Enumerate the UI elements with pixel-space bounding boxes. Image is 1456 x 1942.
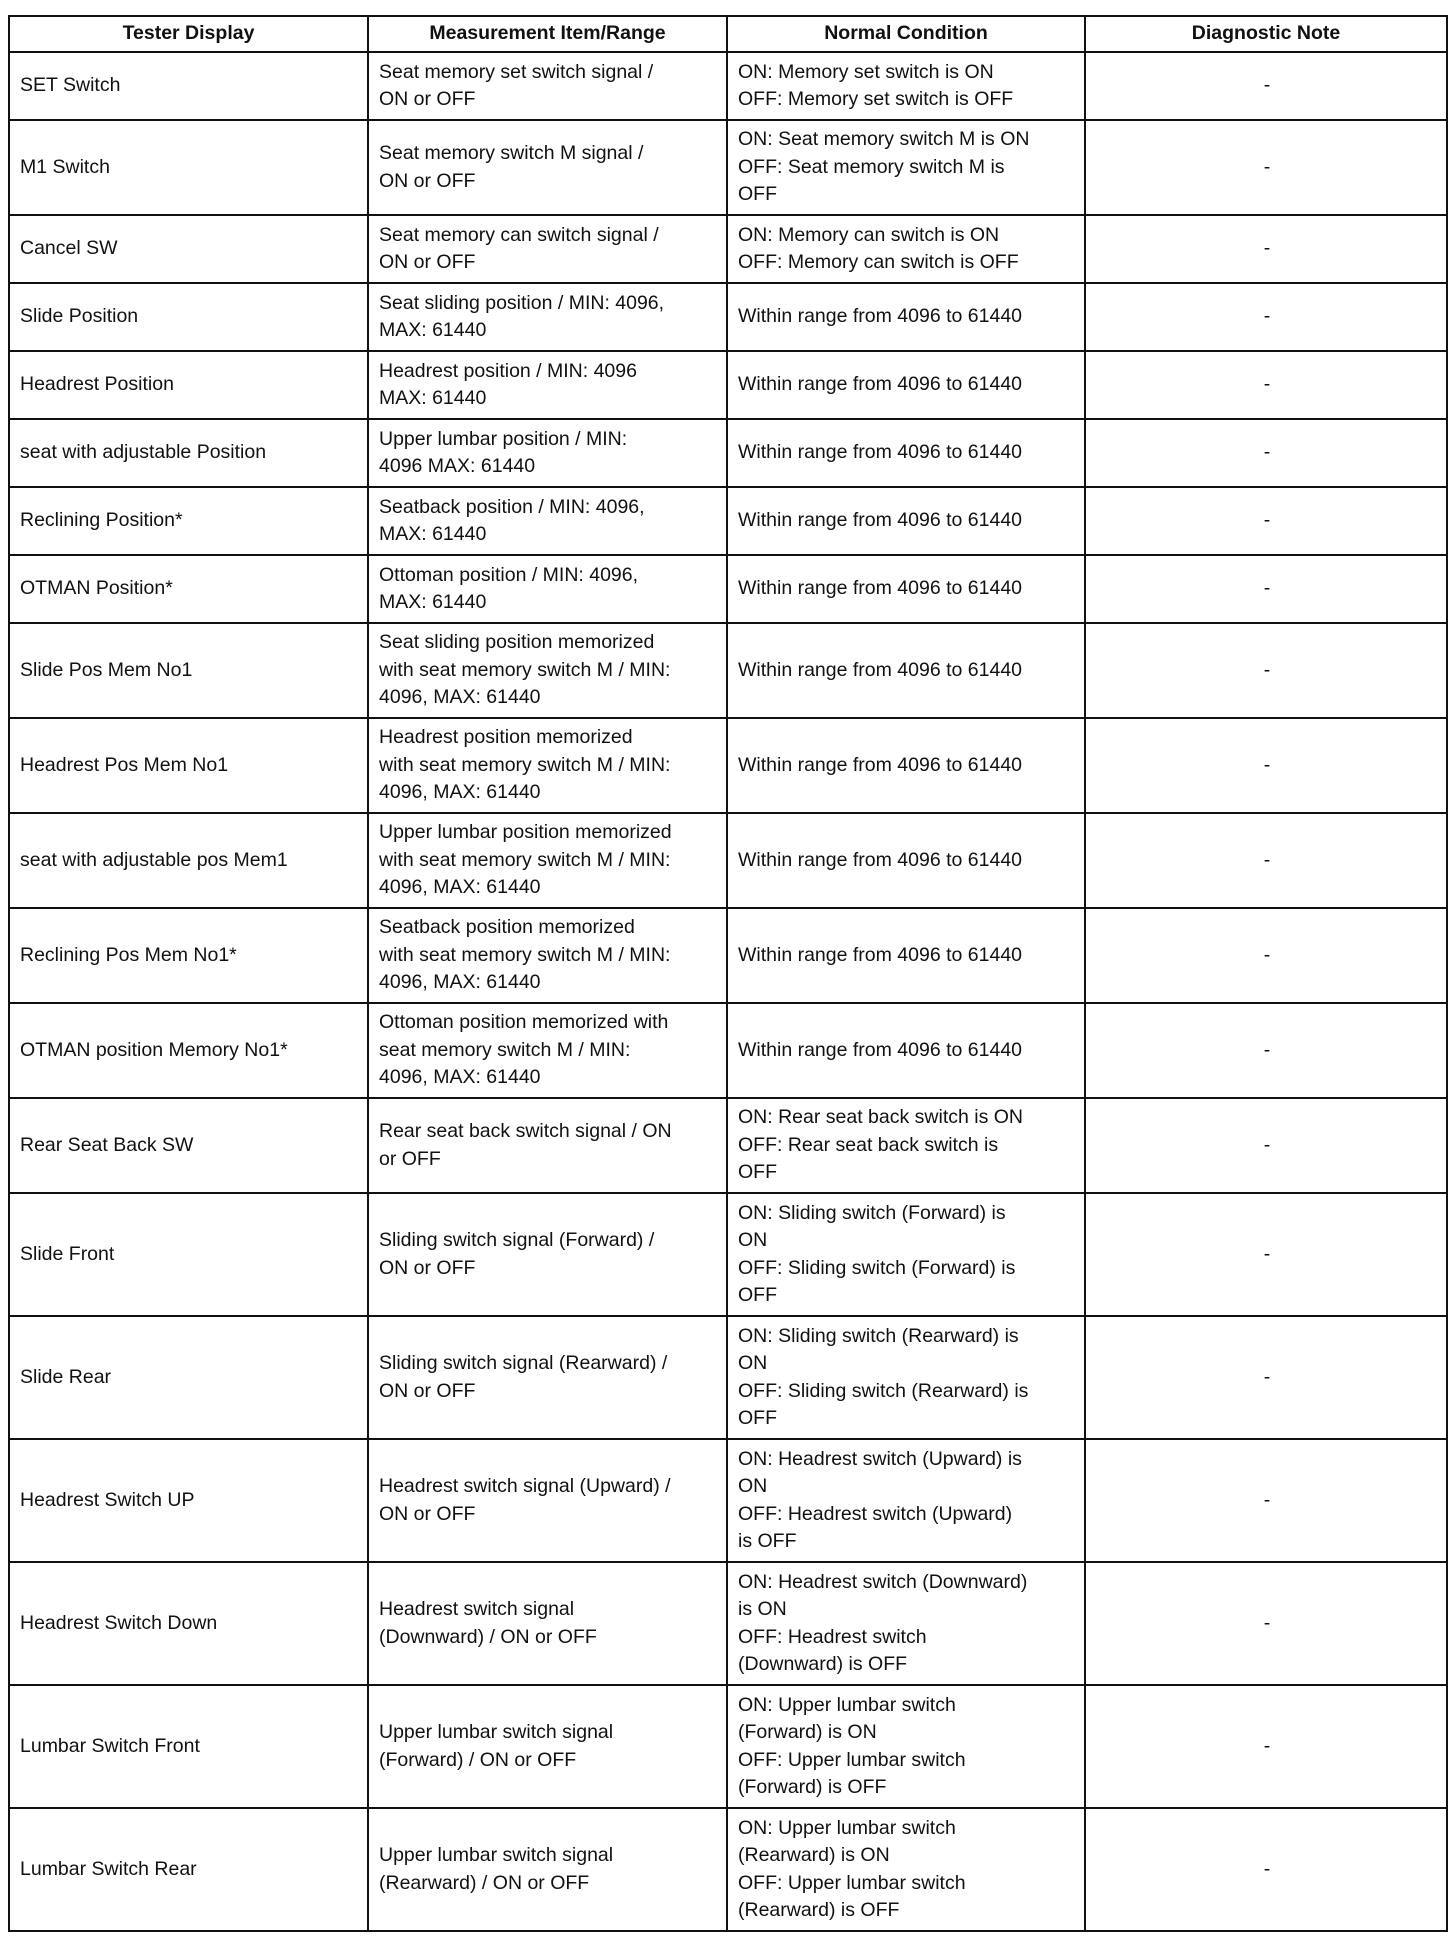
measurement-cell: Upper lumbar switch signal (Forward) / ON or OFF	[368, 1685, 727, 1808]
measurement-cell: Ottoman position memorized with seat memory switch M / MIN: 4096, MAX: 61440	[368, 1003, 727, 1098]
diagnostic-note-cell: -	[1085, 1439, 1447, 1562]
table-row	[9, 1193, 1447, 1316]
diagnostic-note-cell: -	[1085, 487, 1447, 555]
table-header-row	[9, 16, 1447, 52]
measurement-cell: Upper lumbar position / MIN: 4096 MAX: 61440	[368, 419, 727, 487]
measurement-cell: Sliding switch signal (Forward) / ON or OFF	[368, 1193, 727, 1316]
tester-display-cell: Slide Pos Mem No1	[9, 623, 368, 718]
table-row	[9, 813, 1447, 908]
normal-condition-cell: ON: Sliding switch (Rearward) is ON OFF: Sliding switch (Rearward) is OFF	[727, 1316, 1085, 1439]
normal-condition-cell: Within range from 4096 to 61440	[727, 623, 1085, 718]
normal-condition-cell: ON: Memory set switch is ON OFF: Memory set switch is OFF	[727, 52, 1085, 120]
tester-display-cell: Reclining Pos Mem No1*	[9, 908, 368, 1003]
header-measurement-item: Measurement Item/Range	[368, 16, 727, 52]
diagnostic-note-cell: -	[1085, 908, 1447, 1003]
tester-display-cell: OTMAN position Memory No1*	[9, 1003, 368, 1098]
normal-condition-cell: ON: Rear seat back switch is ON OFF: Rear seat back switch is OFF	[727, 1098, 1085, 1193]
measurement-cell: Upper lumbar position memorized with seat memory switch M / MIN: 4096, MAX: 61440	[368, 813, 727, 908]
normal-condition-cell: Within range from 4096 to 61440	[727, 487, 1085, 555]
diagnostic-note-cell: -	[1085, 1193, 1447, 1316]
diagnostic-note-cell: -	[1085, 555, 1447, 623]
measurement-cell: Seatback position / MIN: 4096, MAX: 61440	[368, 487, 727, 555]
table-row	[9, 718, 1447, 813]
normal-condition-cell: ON: Upper lumbar switch (Forward) is ON OFF: Upper lumbar switch (Forward) is OFF	[727, 1685, 1085, 1808]
normal-condition-cell: ON: Seat memory switch M is ON OFF: Seat memory switch M is OFF	[727, 120, 1085, 215]
tester-display-cell: Slide Front	[9, 1193, 368, 1316]
normal-condition-cell: ON: Memory can switch is ON OFF: Memory can switch is OFF	[727, 215, 1085, 283]
tester-display-cell: seat with adjustable pos Mem1	[9, 813, 368, 908]
table-row	[9, 120, 1447, 215]
normal-condition-cell: Within range from 4096 to 61440	[727, 1003, 1085, 1098]
tester-display-cell: Headrest Position	[9, 351, 368, 419]
measurement-cell: Seat sliding position / MIN: 4096, MAX: 61440	[368, 283, 727, 351]
diagnostic-note-cell: -	[1085, 52, 1447, 120]
table-row	[9, 1098, 1447, 1193]
normal-condition-cell: Within range from 4096 to 61440	[727, 555, 1085, 623]
normal-condition-cell: Within range from 4096 to 61440	[727, 419, 1085, 487]
tester-display-cell: M1 Switch	[9, 120, 368, 215]
table-row	[9, 623, 1447, 718]
diagnostic-note-cell: -	[1085, 215, 1447, 283]
normal-condition-cell: ON: Sliding switch (Forward) is ON OFF: Sliding switch (Forward) is OFF	[727, 1193, 1085, 1316]
table-row	[9, 1685, 1447, 1808]
measurement-cell: Seat sliding position memorized with seat memory switch M / MIN: 4096, MAX: 61440	[368, 623, 727, 718]
tester-display-cell: OTMAN Position*	[9, 555, 368, 623]
normal-condition-cell: ON: Upper lumbar switch (Rearward) is ON OFF: Upper lumbar switch (Rearward) is OFF	[727, 1808, 1085, 1931]
header-tester-display: Tester Display	[9, 16, 368, 52]
diagnostic-note-cell: -	[1085, 1808, 1447, 1931]
diagnostic-note-cell: -	[1085, 1098, 1447, 1193]
diagnostic-note-cell: -	[1085, 419, 1447, 487]
table-row	[9, 1316, 1447, 1439]
diagnostic-note-cell: -	[1085, 351, 1447, 419]
data-monitor-table	[8, 15, 1448, 1932]
measurement-cell: Rear seat back switch signal / ON or OFF	[368, 1098, 727, 1193]
table-row	[9, 908, 1447, 1003]
tester-display-cell: Slide Position	[9, 283, 368, 351]
measurement-cell: Headrest position memorized with seat memory switch M / MIN: 4096, MAX: 61440	[368, 718, 727, 813]
table-row	[9, 351, 1447, 419]
measurement-cell: Seat memory set switch signal / ON or OFF	[368, 52, 727, 120]
diagnostic-note-cell: -	[1085, 718, 1447, 813]
tester-display-cell: Slide Rear	[9, 1316, 368, 1439]
diagnostic-note-cell: -	[1085, 813, 1447, 908]
table-row	[9, 419, 1447, 487]
measurement-cell: Ottoman position / MIN: 4096, MAX: 61440	[368, 555, 727, 623]
normal-condition-cell: Within range from 4096 to 61440	[727, 351, 1085, 419]
tester-display-cell: SET Switch	[9, 52, 368, 120]
measurement-cell: Sliding switch signal (Rearward) / ON or OFF	[368, 1316, 727, 1439]
normal-condition-cell: Within range from 4096 to 61440	[727, 718, 1085, 813]
table-row	[9, 487, 1447, 555]
diagnostic-note-cell: -	[1085, 623, 1447, 718]
tester-display-cell: Cancel SW	[9, 215, 368, 283]
measurement-cell: Headrest switch signal (Upward) / ON or OFF	[368, 1439, 727, 1562]
tester-display-cell: Headrest Pos Mem No1	[9, 718, 368, 813]
diagnostic-note-cell: -	[1085, 1316, 1447, 1439]
diagnostic-note-cell: -	[1085, 1685, 1447, 1808]
normal-condition-cell: Within range from 4096 to 61440	[727, 908, 1085, 1003]
normal-condition-cell: Within range from 4096 to 61440	[727, 813, 1085, 908]
measurement-cell: Headrest switch signal (Downward) / ON or OFF	[368, 1562, 727, 1685]
table-row	[9, 555, 1447, 623]
header-diagnostic-note: Diagnostic Note	[1085, 16, 1447, 52]
tester-display-cell: Headrest Switch UP	[9, 1439, 368, 1562]
table-row	[9, 1562, 1447, 1685]
tester-display-cell: Rear Seat Back SW	[9, 1098, 368, 1193]
table-row	[9, 1808, 1447, 1931]
diagnostic-note-cell: -	[1085, 120, 1447, 215]
table-row	[9, 1003, 1447, 1098]
measurement-cell: Seatback position memorized with seat memory switch M / MIN: 4096, MAX: 61440	[368, 908, 727, 1003]
tester-display-cell: Lumbar Switch Front	[9, 1685, 368, 1808]
tester-display-cell: Reclining Position*	[9, 487, 368, 555]
tester-display-cell: seat with adjustable Position	[9, 419, 368, 487]
diagnostic-note-cell: -	[1085, 1003, 1447, 1098]
tester-display-cell: Lumbar Switch Rear	[9, 1808, 368, 1931]
normal-condition-cell: Within range from 4096 to 61440	[727, 283, 1085, 351]
measurement-cell: Seat memory switch M signal / ON or OFF	[368, 120, 727, 215]
measurement-cell: Upper lumbar switch signal (Rearward) / ON or OFF	[368, 1808, 727, 1931]
header-normal-condition: Normal Condition	[727, 16, 1085, 52]
table-row	[9, 1439, 1447, 1562]
normal-condition-cell: ON: Headrest switch (Downward) is ON OFF: Headrest switch (Downward) is OFF	[727, 1562, 1085, 1685]
table-row	[9, 215, 1447, 283]
measurement-cell: Headrest position / MIN: 4096 MAX: 61440	[368, 351, 727, 419]
normal-condition-cell: ON: Headrest switch (Upward) is ON OFF: Headrest switch (Upward) is OFF	[727, 1439, 1085, 1562]
diagnostic-note-cell: -	[1085, 283, 1447, 351]
diagnostic-note-cell: -	[1085, 1562, 1447, 1685]
table-row	[9, 52, 1447, 120]
tester-display-cell: Headrest Switch Down	[9, 1562, 368, 1685]
measurement-cell: Seat memory can switch signal / ON or OFF	[368, 215, 727, 283]
data-monitor-table-container	[8, 15, 1446, 1932]
table-row	[9, 283, 1447, 351]
